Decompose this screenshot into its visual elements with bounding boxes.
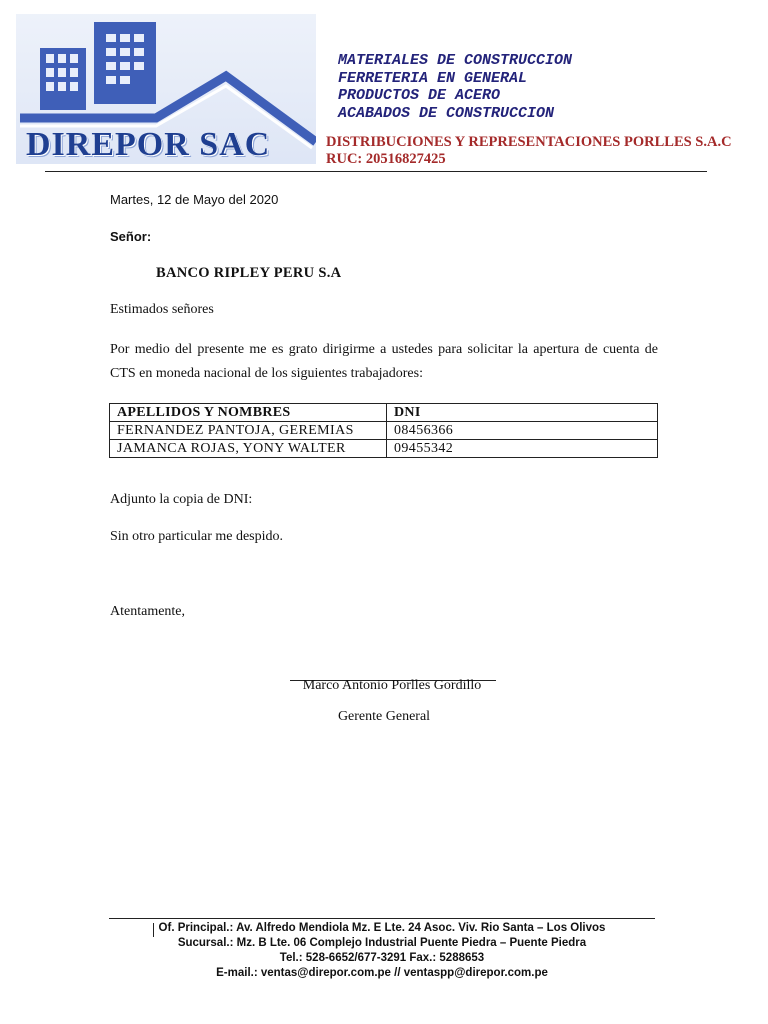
- business-line: ACABADOS DE CONSTRUCCION: [338, 104, 555, 122]
- greeting: Estimados señores: [110, 302, 214, 317]
- footer-main-office: Of. Principal.: Av. Alfredo Mendiola Mz. E Lte. 24 Asoc. Viv. Rio Santa – Los Olivos: [158, 922, 606, 934]
- signer-name: Marco Antonio Porlles Gordillo: [302, 678, 482, 693]
- header-divider: [45, 171, 707, 172]
- workers-table: [109, 403, 658, 458]
- table-row: [110, 440, 658, 458]
- letter-date: Martes, 12 de Mayo del 2020: [110, 192, 279, 207]
- table-header-row: [110, 404, 658, 422]
- business-line: FERRETERIA EN GENERAL: [338, 69, 528, 87]
- farewell: Atentamente,: [110, 604, 186, 619]
- worker-name: FERNANDEZ PANTOJA, GEREMIAS: [110, 422, 387, 440]
- business-lines: [338, 52, 638, 122]
- business-line: PRODUCTOS DE ACERO: [338, 87, 501, 104]
- worker-dni: 08456366: [387, 422, 658, 440]
- salutation-label: Señor:: [110, 229, 152, 244]
- column-header-dni: DNI: [387, 404, 658, 422]
- worker-dni: 09455342: [387, 440, 658, 458]
- business-line: MATERIALES DE CONSTRUCCION: [338, 52, 573, 69]
- recipient-name: BANCO RIPLEY PERU S.A: [156, 265, 342, 281]
- closing-line: Sin otro particular me despido.: [110, 529, 284, 544]
- company-name: DISTRIBUCIONES Y REPRESENTACIONES PORLLES S.A.C: [326, 134, 732, 150]
- logo-text: DIREPOR SAC: [26, 126, 271, 163]
- worker-name: JAMANCA ROJAS, YONY WALTER: [110, 440, 387, 458]
- signer-role: Gerente General: [337, 709, 431, 724]
- column-header-name: APELLIDOS Y NOMBRES: [110, 404, 387, 422]
- footer-email: E-mail.: ventas@direpor.com.pe // ventaspp@direpor.com.pe: [216, 967, 548, 979]
- company-logo: [16, 14, 316, 164]
- body-paragraph: Por medio del presente me es grato dirigirme a ustedes para solicitar la apertura de cuenta de CTS en moneda nacional de los siguientes trabajadores:: [110, 342, 658, 381]
- table-row: [110, 422, 658, 440]
- company-ruc: RUC: 20516827425: [326, 151, 446, 167]
- attachment-note: Adjunto la copia de DNI:: [110, 492, 253, 507]
- footer-divider: [109, 918, 655, 919]
- footer-branch: Sucursal.: Mz. B Lte. 06 Complejo Industrial Puente Piedra – Puente Piedra: [177, 937, 587, 949]
- footer-contact: [109, 921, 655, 981]
- footer-phone: Tel.: 528-6652/677-3291 Fax.: 5288653: [279, 952, 485, 964]
- company-info: [326, 134, 732, 168]
